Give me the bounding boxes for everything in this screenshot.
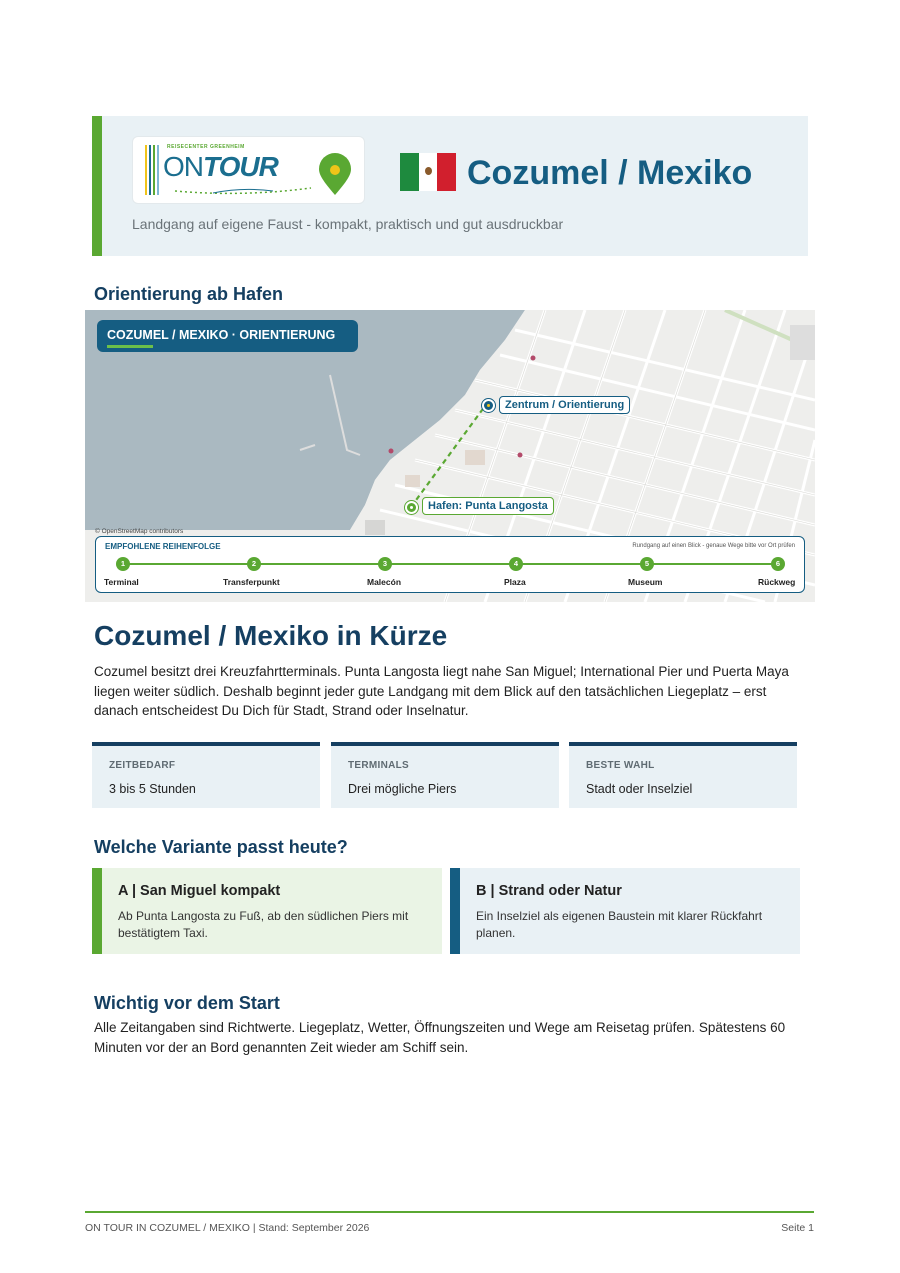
fact-value: Stadt oder Inselziel [586, 782, 693, 796]
variant-b-title: B | Strand oder Natur [476, 883, 622, 899]
route-note: Rundgang auf einen Blick - genaue Wege bitte vor Ort prüfen [632, 543, 795, 549]
fact-label: TERMINALS [348, 760, 410, 771]
variant-a-title: A | San Miguel kompakt [118, 883, 281, 899]
route-step-2: 2 [247, 557, 261, 571]
fact-label: BESTE WAHL [586, 760, 655, 771]
page-number: Seite 1 [781, 1222, 814, 1234]
variant-b-card [450, 868, 800, 954]
variant-a-card [92, 868, 442, 954]
fact-card [331, 742, 559, 808]
route-step-label: Malecón [367, 577, 402, 587]
footer-divider [85, 1211, 814, 1213]
fact-value: Drei mögliche Piers [348, 782, 457, 796]
important-heading: Wichtig vor dem Start [94, 993, 280, 1013]
map-title-badge [97, 320, 358, 352]
variants-heading: Welche Variante passt heute? [94, 837, 348, 857]
map-attribution[interactable]: © OpenStreetMap contributors [95, 528, 184, 535]
route-step-5: 5 [640, 557, 654, 571]
route-step-1: 1 [116, 557, 130, 571]
route-step-6: 6 [771, 557, 785, 571]
route-step-4: 4 [509, 557, 523, 571]
orientation-map[interactable] [85, 310, 815, 602]
route-step-label: Museum [628, 577, 663, 587]
important-text: Alle Zeitangaben sind Richtwerte. Liegeplatz, Wetter, Öffnungszeiten und Wege am Reisetag prüfen. Spätestens 60 Minuten vor der an Bord genannten Zeit wieder am Schiff sein. [94, 1020, 786, 1055]
map-badge-text: COZUMEL / MEXIKO · ORIENTIERUNG [107, 328, 336, 342]
route-line [123, 563, 778, 565]
logo-tour: TOUR [203, 151, 278, 182]
fact-card [92, 742, 320, 808]
page-title: Cozumel / Mexiko [467, 154, 753, 192]
variant-b-desc: Ein Inselziel als eigenen Baustein mit klarer Rückfahrt planen. [476, 909, 763, 940]
fact-card [569, 742, 797, 808]
map-heading: Orientierung ab Hafen [94, 284, 284, 304]
logo-stripes-icon [145, 145, 161, 195]
header-banner [92, 116, 808, 256]
variant-a-desc: Ab Punta Langosta zu Fuß, ab den südlichen Piers mit bestätigtem Taxi. [118, 909, 409, 940]
route-step-label: Terminal [104, 577, 139, 587]
fact-value: 3 bis 5 Stunden [109, 782, 196, 796]
route-step-label: Rückweg [758, 577, 796, 587]
intro-text: Cozumel besitzt drei Kreuzfahrtterminals. Punta Langosta liegt nahe San Miguel; International Pier und Puerta Maya liegen weiter südlich. Deshalb beginnt jeder gute Landgang mit dem Blick auf den tatsächlichen Liegeplatz – erst danach entscheidest Du Dich für Stadt, Strand oder Inselnatur. [94, 664, 789, 718]
logo-tagline: REISECENTER GREENHEIM [167, 144, 245, 150]
map-pin-icon [315, 153, 355, 197]
logo-on: ON [163, 151, 203, 182]
mexico-flag-icon [400, 153, 456, 191]
route-title: EMPFOHLENE REIHENFOLGE [105, 542, 221, 551]
page-subtitle: Landgang auf eigene Faust - kompakt, praktisch und gut ausdruckbar [132, 216, 564, 232]
port-label: Hafen: Punta Langosta [422, 497, 554, 515]
intro-heading: Cozumel / Mexiko in Kürze [94, 620, 448, 651]
fact-label: ZEITBEDARF [109, 760, 176, 771]
route-sequence-box [95, 536, 805, 593]
route-step-label: Plaza [504, 577, 526, 587]
center-label: Zentrum / Orientierung [499, 396, 630, 414]
route-step-label: Transferpunkt [223, 577, 280, 587]
route-step-3: 3 [378, 557, 392, 571]
logo-route-icon [173, 185, 313, 195]
port-marker-icon[interactable] [405, 501, 418, 514]
badge-underline [107, 345, 153, 348]
footer-text: ON TOUR IN COZUMEL / MEXIKO | Stand: September 2026 [85, 1222, 370, 1234]
ontour-logo [132, 136, 365, 204]
logo-wordmark [163, 151, 278, 183]
center-marker-icon[interactable] [482, 399, 495, 412]
